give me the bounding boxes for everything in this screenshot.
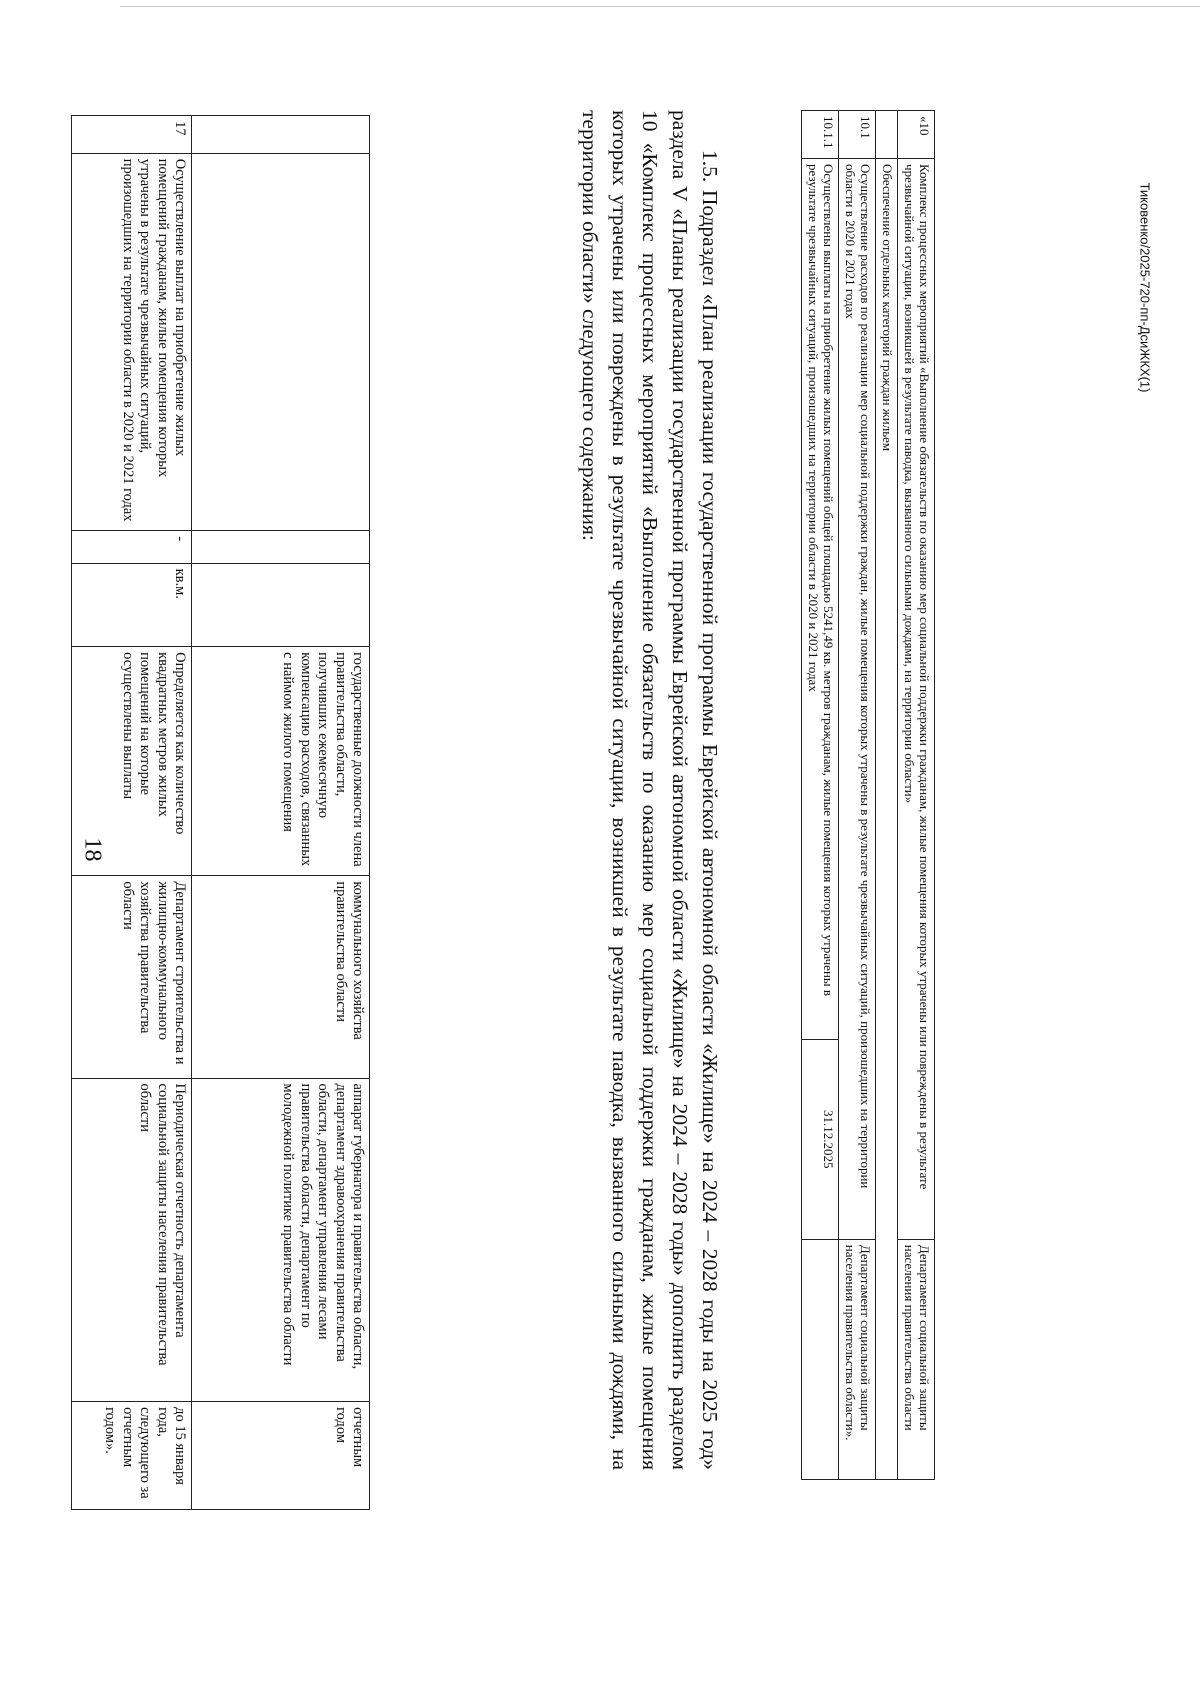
cell-num: 10.1.1 (802, 111, 839, 159)
cell-name: Комплекс процессных мероприятий «Выполнение обязательств по оказанию мер социальной поддержки гражданам, жилые помещения которых утрачены или повреждены в результате чрезвычайной ситуации, возникшей в результате паводка, вызванного сильными дождями, на территории области» (898, 159, 935, 1240)
table-row (192, 116, 370, 1510)
cell-dept: коммунального хозяйства правительства области (192, 876, 370, 1078)
cell-task: Обеспечение отдельных категорий граждан жильем (876, 159, 898, 1480)
cell-name: Осуществление выплат на приобретение жилых помещений гражданам, жилые помещения которых утрачены в результате чрезвычайных ситуаций, произошедших на территории области в 2020 и 2021 годах (72, 153, 192, 530)
cell-name: Осуществлены выплаты на приобретение жилых помещений общей площадью 5241,49 кв. метров гражданам, жилые помещения которых утрачены в результате чрезвычайных ситуаций, произошедших на территории области в 2020 и 2021 годах (802, 159, 839, 1040)
cell-name (192, 153, 370, 530)
cell-num (876, 111, 898, 159)
amendment-paragraph (575, 110, 725, 1470)
cell-dept (802, 1239, 839, 1479)
plan-table (801, 110, 935, 1480)
cell-date: 31.12.2025 (802, 1039, 839, 1239)
scan-edge-line (120, 6, 1200, 7)
cell-name: Осуществление расходов по реализации мер социальной поддержки граждан, жилые помещения которых утрачены в результате чрезвычайных ситуаций, произошедших на территории области в 2020 и 2021 годах (839, 159, 876, 1240)
paragraph-text: 1.5. Подраздел «План реализации государственной программы Еврейской автономной области «Жилище» на 2024 – 2028 годы на 2025 год» раздела V «Планы реализации государственной программы Еврейской автономной области «Жилище» на 2024 – 2028 годы» дополнить разделом 10 «Комплекс процессных мероприятий «Выполнение обязательств по оказанию мер социальной поддержки гражданам, жилые помещения которых утрачены или повреждены в результате чрезвычайной ситуации, возникшей в результате паводка, вызванного сильными дождями, на территории области» следующего содержания: (578, 110, 722, 1470)
cell-dept: Департамент строительства и жилищно-коммунального хозяйства правительства области (72, 876, 192, 1078)
cell-dash: - (72, 531, 192, 563)
table-row (839, 111, 876, 1480)
cell-dept: Департамент социальной защиты населения правительства области (898, 1239, 935, 1479)
cell-source: аппарат губернатора и правительства области, департамент здравоохранения правительства области, департамент управления лесами правительства области, департамент по молодежной политике правительства области (192, 1078, 370, 1402)
page-number: 18 (79, 837, 106, 862)
cell-num: 10.1 (839, 111, 876, 159)
cell-num: «10 (898, 111, 935, 159)
cell-definition: государственные должности члена правительства области, получивших ежемесячную компенсацию расходов, связанных с наймом жилого помещения (192, 647, 370, 876)
cell-num: 17 (72, 116, 192, 154)
table-row (876, 111, 898, 1480)
table-row (802, 111, 839, 1480)
table-row (72, 116, 192, 1510)
cell-num (192, 116, 370, 154)
cell-deadline: до 15 января года, следующего за отчетным годом». (72, 1402, 192, 1510)
cell-dept: Департамент социальной защиты населения правительства области». (839, 1239, 876, 1479)
document-code: Тиковенко/2025-720-пп-ДсиЖКХ(1) (1137, 182, 1153, 393)
cell-unit: кв.м. (72, 563, 192, 647)
indicators-table (71, 115, 370, 1510)
table-row (898, 111, 935, 1480)
cell-unit (192, 563, 370, 647)
cell-deadline: отчетным годом (192, 1402, 370, 1510)
cell-source: Периодическая отчетность департамента социальной защиты населения правительства области (72, 1078, 192, 1402)
cell-definition: Определяется как количество квадратных метров жилых помещений на которые осуществлены выплаты (72, 647, 192, 876)
cell-dash (192, 531, 370, 563)
